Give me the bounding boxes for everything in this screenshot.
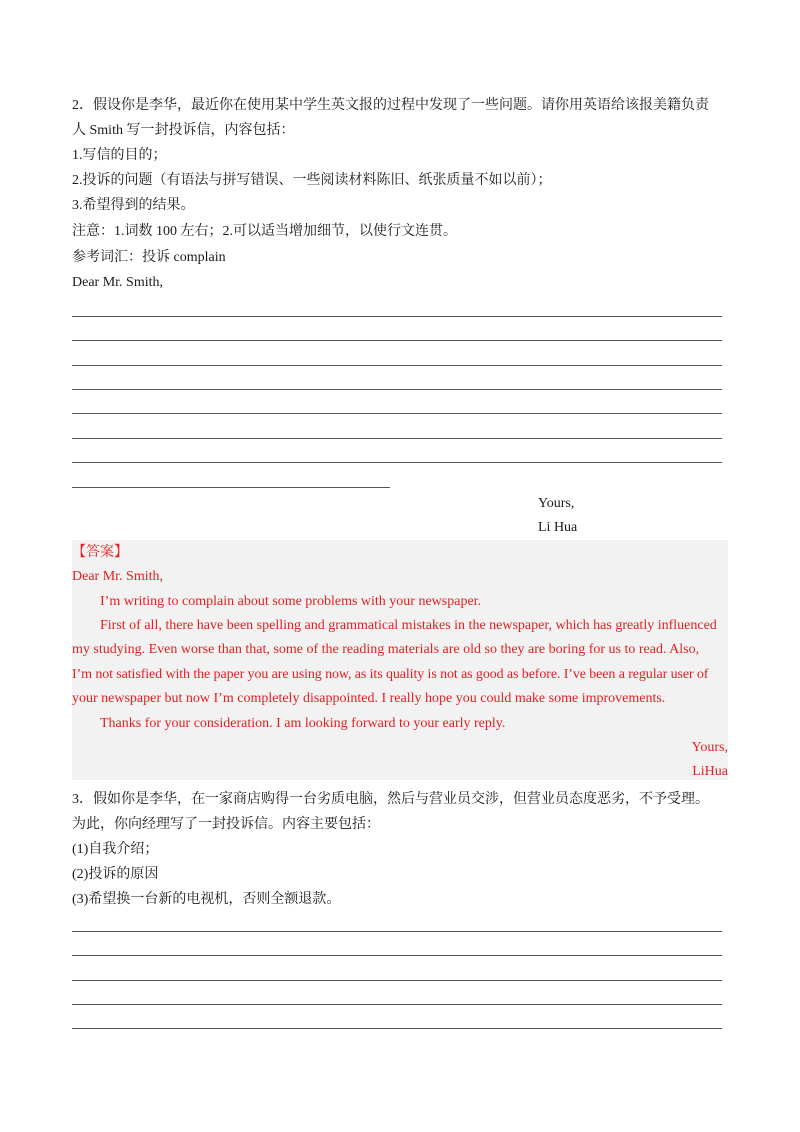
q2-requirement-3: 3.希望得到的结果。 xyxy=(72,198,195,213)
answer-paragraph-3: Thanks for your consideration. I am looking forward to your early reply. xyxy=(100,716,506,731)
q2-closing: Yours, xyxy=(538,496,575,511)
q3-answer-line xyxy=(72,931,722,932)
answer-paragraph-2-line-1: First of all, there have been spelling and grammatical mistakes in the newspaper, which has greatly influenced xyxy=(100,618,717,633)
answer-salutation: Dear Mr. Smith, xyxy=(72,569,163,584)
q2-answer-line xyxy=(72,365,722,366)
answer-paragraph-1: I’m writing to complain about some problems with your newspaper. xyxy=(100,594,482,609)
answer-paragraph-2-line-4: your newspaper but now I’m completely disappointed. I really hope you could make some improvements. xyxy=(72,691,666,706)
q3-answer-line xyxy=(72,955,722,956)
q2-answer-line xyxy=(72,438,722,439)
q3-prompt-line-1: 3．假如你是李华，在一家商店购得一台劣质电脑，然后与营业员交涉，但营业员态度恶劣，不予受理。 xyxy=(72,792,709,807)
q3-answer-line xyxy=(72,1004,722,1005)
q2-answer-line xyxy=(72,389,722,390)
q2-note: 注意：1.词数 100 左右；2.可以适当增加细节，以使行文连贯。 xyxy=(72,224,457,239)
answer-paragraph-2-line-2: my studying. Even worse than that, some of the reading materials are old so they are boring for us to read. Also, xyxy=(72,642,700,657)
q3-answer-line xyxy=(72,980,722,981)
q2-requirement-1: 1.写信的目的； xyxy=(72,148,167,163)
q3-requirement-3: (3)希望换一台新的电视机，否则全额退款。 xyxy=(72,892,341,907)
answer-box xyxy=(72,540,728,780)
q3-requirement-2: (2)投诉的原因 xyxy=(72,867,159,882)
q2-answer-line xyxy=(72,340,722,341)
q3-requirement-1: (1)自我介绍； xyxy=(72,842,159,857)
answer-label: 【答案】 xyxy=(72,545,128,560)
q2-answer-line xyxy=(72,316,722,317)
q2-vocab: 参考词汇：投诉 complain xyxy=(72,250,226,265)
answer-paragraph-2-line-3: I’m not satisfied with the paper you are using now, as its quality is not as good as before. I’ve been a regular user of xyxy=(72,667,709,682)
q2-prompt-line-2: 人 Smith 写一封投诉信，内容包括： xyxy=(72,123,295,138)
q2-answer-line xyxy=(72,462,722,463)
answer-closing: Yours, xyxy=(691,740,728,755)
q2-salutation: Dear Mr. Smith, xyxy=(72,275,163,290)
q3-answer-line xyxy=(72,1028,722,1029)
q2-prompt-line-1: 2．假设你是李华，最近你在使用某中学生英文报的过程中发现了一些问题。请你用英语给该报美籍负责 xyxy=(72,98,709,113)
q2-requirement-2: 2.投诉的问题（有语法与拼写错误、一些阅读材料陈旧、纸张质量不如以前）； xyxy=(72,173,552,188)
answer-signature: LiHua xyxy=(692,764,728,779)
q3-prompt-line-2: 为此，你向经理写了一封投诉信。内容主要包括： xyxy=(72,817,380,832)
q2-signature: Li Hua xyxy=(538,520,578,535)
q2-answer-line xyxy=(72,487,390,488)
q2-answer-line xyxy=(72,413,722,414)
